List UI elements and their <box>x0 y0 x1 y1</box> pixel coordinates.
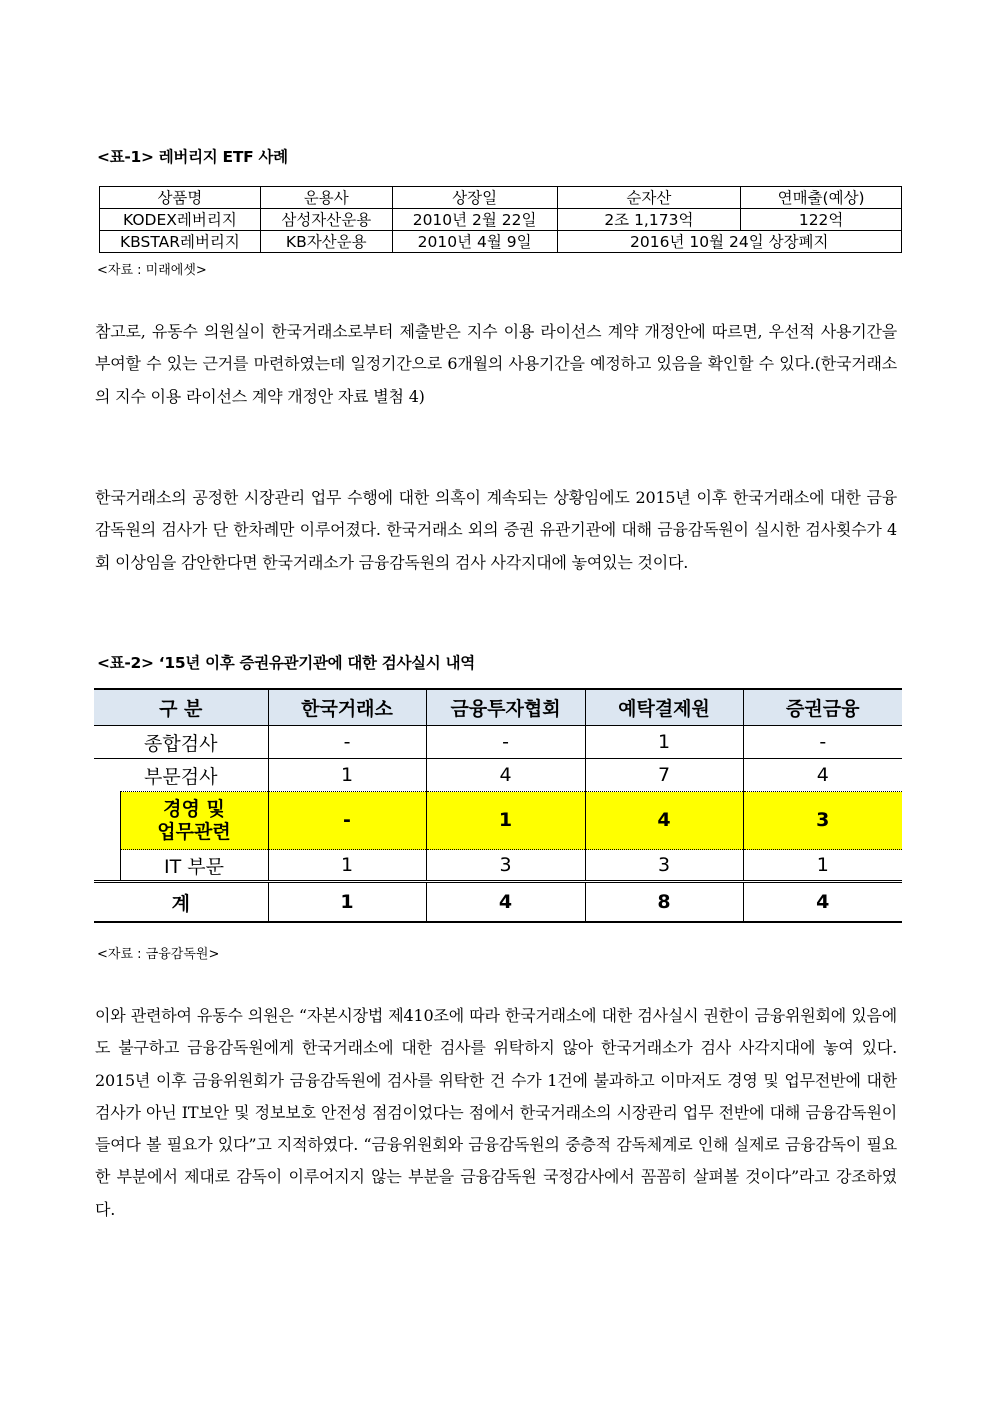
table-cell: 4 <box>426 882 585 923</box>
table-cell: 122억 <box>741 209 902 231</box>
row-label: IT 부문 <box>120 850 268 882</box>
table-cell: 2010년 2월 22일 <box>392 209 557 231</box>
paragraph-2: 한국거래소의 공정한 시장관리 업무 수행에 대한 의혹이 계속되는 상황임에도 2015년 이후 한국거래소에 대한 금융감독원의 검사가 단 한차례만 이루어졌다. 한국거래소 외의 증권 유관기관에 대해 금융감독원이 실시한 검사횟수가 4회 이상임을 감안한다면 한국거래소가 금융감독원의 검사 사각지대에 놓여있는 것이다. <box>95 488 897 572</box>
row-label: 부문검사 <box>94 759 268 792</box>
table-row <box>100 231 902 253</box>
table-cell: - <box>743 726 902 759</box>
table-row <box>94 759 902 792</box>
indent-cell <box>94 792 120 850</box>
table-row <box>100 209 902 231</box>
indent-cell <box>94 850 120 882</box>
row-label: 경영 및 업무관련 <box>120 792 268 850</box>
header-cell: 상장일 <box>392 187 557 209</box>
table-cell: 4 <box>743 882 902 923</box>
table2-caption: <표-2> ‘15년 이후 증권유관기관에 대한 검사실시 내역 <box>97 654 475 672</box>
inspection-table <box>94 688 902 923</box>
header-cell: 순자산 <box>557 187 741 209</box>
paragraph-1: 참고로, 유동수 의원실이 한국거래소로부터 제출받은 지수 이용 라이선스 계약 개정안에 따르면, 우선적 사용기간을 부여할 수 있는 근거를 마련하였는데 일정기간으로 6개월의 사용기간을 예정하고 있음을 확인할 수 있다.(한국거래소의 지수 이용 라이선스 계약 개정안 자료 별첨 4) <box>95 322 897 406</box>
table-cell: - <box>268 726 426 759</box>
table-row-highlighted <box>94 792 902 850</box>
row-label: 종합검사 <box>94 726 268 759</box>
header-cell: 운용사 <box>260 187 392 209</box>
table-cell: 3 <box>743 792 902 850</box>
header-cell: 금융투자협회 <box>426 689 585 726</box>
table-cell: KBSTAR레버리지 <box>100 231 261 253</box>
table-cell: 1 <box>426 792 585 850</box>
row-label: 계 <box>94 882 268 923</box>
table-cell: 3 <box>426 850 585 882</box>
table-cell: 1 <box>268 850 426 882</box>
table-cell: 8 <box>585 882 743 923</box>
table-row <box>94 850 902 882</box>
table-cell: 3 <box>585 850 743 882</box>
table-cell: 1 <box>743 850 902 882</box>
table-cell: 2016년 10월 24일 상장폐지 <box>557 231 901 253</box>
header-cell: 연매출(예상) <box>741 187 902 209</box>
table-cell: KB자산운용 <box>260 231 392 253</box>
table-cell: 1 <box>585 726 743 759</box>
table-header-row <box>100 187 902 209</box>
table-cell: - <box>426 726 585 759</box>
table-cell: 삼성자산운용 <box>260 209 392 231</box>
total-row <box>94 882 902 923</box>
header-cell: 상품명 <box>100 187 261 209</box>
header-cell: 구 분 <box>94 689 268 726</box>
table-cell: 4 <box>585 792 743 850</box>
table-cell: KODEX레버리지 <box>100 209 261 231</box>
table-cell: 4 <box>426 759 585 792</box>
table-cell: 7 <box>585 759 743 792</box>
table1-source: <자료 : 미래에셋> <box>97 263 207 278</box>
table-header-row <box>94 689 902 726</box>
table-cell: 2010년 4월 9일 <box>392 231 557 253</box>
table-row <box>94 726 902 759</box>
table-cell: 2조 1,173억 <box>557 209 741 231</box>
leverage-etf-table <box>99 186 902 253</box>
table-cell: 4 <box>743 759 902 792</box>
header-cell: 한국거래소 <box>268 689 426 726</box>
table-cell: - <box>268 792 426 850</box>
table2-source: <자료 : 금융감독원> <box>97 947 220 962</box>
paragraph-3: 이와 관련하여 유동수 의원은 “자본시장법 제410조에 따라 한국거래소에 대한 검사실시 권한이 금융위원회에 있음에도 불구하고 금융감독원에게 한국거래소에 대한 검사를 위탁하지 않아 한국거래소가 검사 사각지대에 놓여 있다. 2015년 이후 금융위원회가 금융감독원에 검사를 위탁한 건 수가 1건에 불과하고 이마저도 경영 및 업무전반에 대한 검사가 아닌 IT보안 및 정보보호 안전성 점검이었다는 점에서 한국거래소의 시장관리 업무 전반에 대해 금융감독원이 들여다 볼 필요가 있다”고 지적하였다. “금융위원회와 금융감독원의 중층적 감독체계로 인해 실제로 금융감독이 필요한 부분에서 제대로 감독이 이루어지지 않는 부분을 금융감독원 국정감사에서 꼼꼼히 살펴볼 것이다”라고 강조하였다. <box>95 1006 897 1219</box>
table-cell: 1 <box>268 759 426 792</box>
header-cell: 예탁결제원 <box>585 689 743 726</box>
table1-caption: <표-1> 레버리지 ETF 사례 <box>97 148 288 166</box>
table-cell: 1 <box>268 882 426 923</box>
header-cell: 증권금융 <box>743 689 902 726</box>
